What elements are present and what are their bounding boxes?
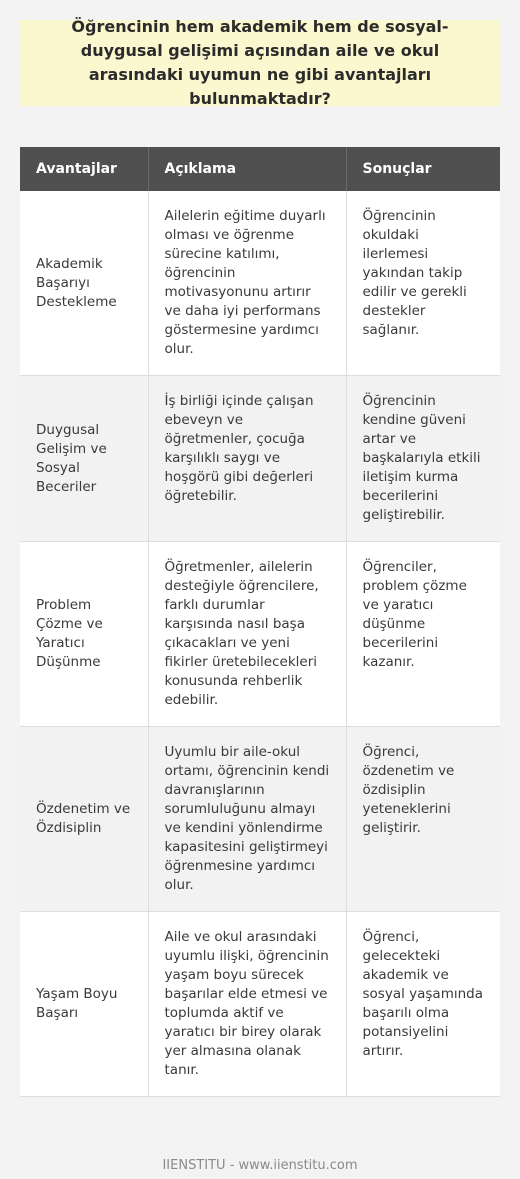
footer-text: IIENSTITU - www.iienstitu.com [162,1158,358,1173]
result-cell: Öğrenci, özdenetim ve özdisiplin yeteneklerini geliştirir. [346,727,500,912]
table-row [20,727,500,912]
result-cell: Öğrenciler, problem çözme ve yaratıcı düşünme becerilerini kazanır. [346,542,500,727]
advantage-cell: Yaşam Boyu Başarı [20,912,148,1097]
advantage-cell: Özdenetim ve Özdisiplin [20,727,148,912]
page-title: Öğrencinin hem akademik hem de sosyal-duygusal gelişimi açısından aile ve okul arasındaki uyumun ne gibi avantajları bulunmaktadır? [71,17,449,108]
advantage-cell: Duygusal Gelişim ve Sosyal Beceriler [20,376,148,542]
description-cell: Ailelerin eğitime duyarlı olması ve öğrenme sürecine katılımı, öğrencinin motivasyonunu artırır ve daha iyi performans göstermesine yardımcı olur. [148,191,346,376]
description-cell: Aile ve okul arasındaki uyumlu ilişki, öğrencinin yaşam boyu sürecek başarılar elde etmesi ve toplumda aktif ve yaratıcı bir birey olarak yer almasına olanak tanır. [148,912,346,1097]
result-cell: Öğrenci, gelecekteki akademik ve sosyal yaşamında başarılı olma potansiyelini artırır. [346,912,500,1097]
column-header-advantages: Avantajlar [20,147,148,191]
advantages-table [20,147,500,1097]
table-row [20,912,500,1097]
title-box [20,17,500,108]
advantage-cell: Akademik Başarıyı Destekleme [20,191,148,376]
advantage-cell: Problem Çözme ve Yaratıcı Düşünme [20,542,148,727]
table-row [20,376,500,542]
description-cell: Uyumlu bir aile-okul ortamı, öğrencinin kendi davranışlarının sorumluluğunu almayı ve kendini yönlendirme kapasitesini geliştirmeyi öğrenmesine yardımcı olur. [148,727,346,912]
description-cell: İş birliği içinde çalışan ebeveyn ve öğretmenler, çocuğa karşılıklı saygı ve hoşgörü gibi değerleri öğretebilir. [148,376,346,542]
description-cell: Öğretmenler, ailelerin desteğiyle öğrencilere, farklı durumlar karşısında nasıl başa çıkacakları ve yeni fikirler üretebilecekleri konusunda rehberlik edebilir. [148,542,346,727]
column-header-description: Açıklama [148,147,346,191]
table-row [20,542,500,727]
table-header-row [20,147,500,191]
result-cell: Öğrencinin okuldaki ilerlemesi yakından takip edilir ve gerekli destekler sağlanır. [346,191,500,376]
result-cell: Öğrencinin kendine güveni artar ve başkalarıyla etkili iletişim kurma becerilerini geliştirebilir. [346,376,500,542]
table-row [20,191,500,376]
column-header-results: Sonuçlar [346,147,500,191]
